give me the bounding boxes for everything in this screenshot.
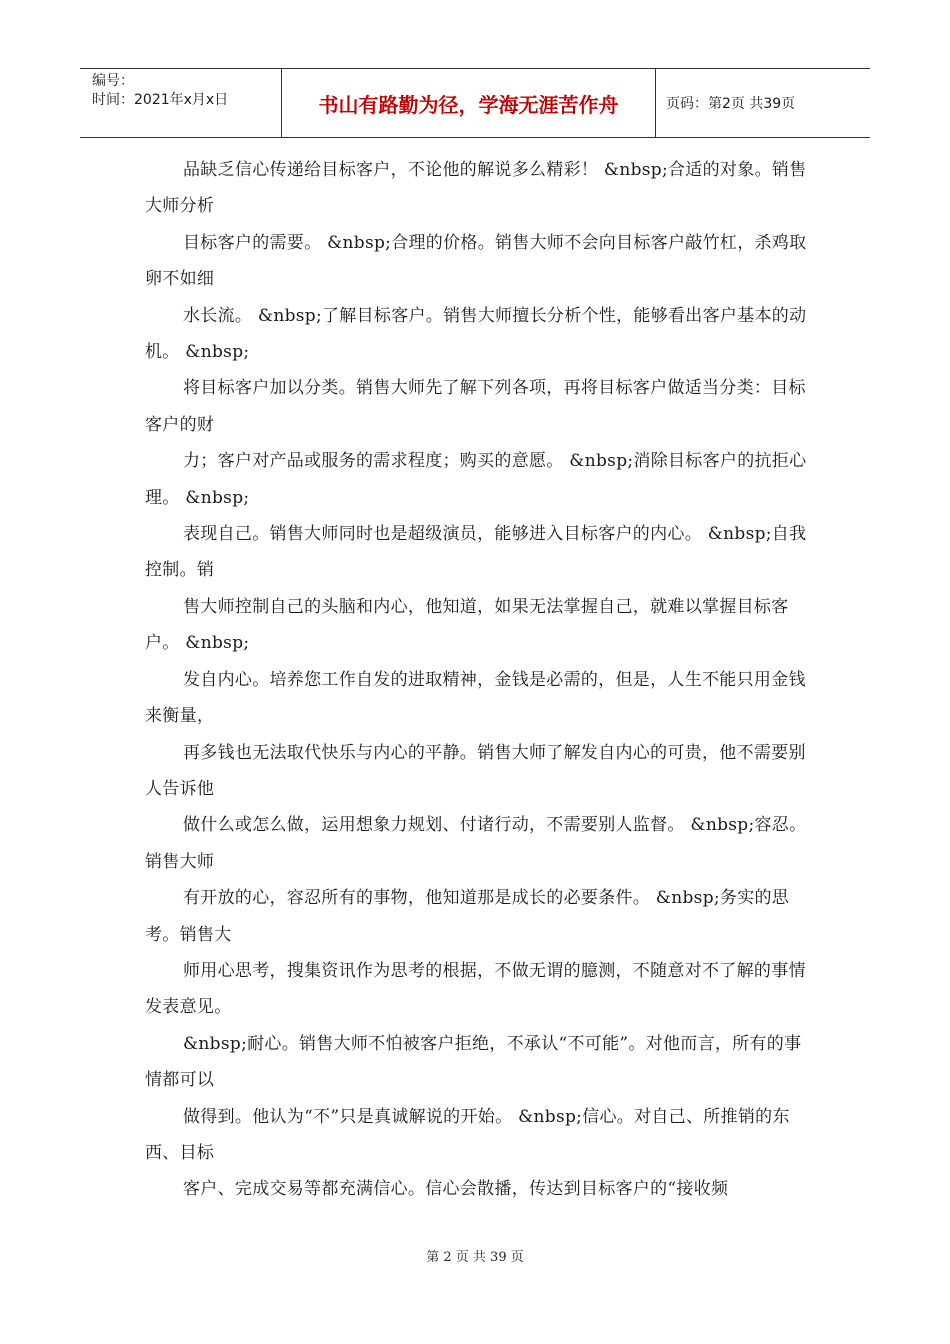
- paragraph: 做得到。他认为“不”只是真诚解说的开始。 &nbsp;信心。对自己、所推销的东西、目标: [145, 1106, 790, 1163]
- page-header: [80, 68, 870, 138]
- number-label: 编号：: [92, 73, 134, 89]
- header-motto: 书山有路勤为径，学海无涯苦作舟: [282, 69, 656, 137]
- paragraph: 有开放的心，容忍所有的事物，他知道那是成长的必要条件。 &nbsp;务实的思考。销售大: [145, 888, 790, 945]
- page-footer: 第 2 页 共 39 页: [426, 1250, 524, 1265]
- header-meta: [80, 69, 282, 137]
- paragraph: 品缺乏信心传递给目标客户，不论他的解说多么精彩！ &nbsp;合适的对象。销售大师分析: [145, 160, 807, 217]
- paragraph: 客户、完成交易等都充满信心。信心会散播，传达到目标客户的“接收频: [183, 1179, 729, 1200]
- paragraph: 将目标客户加以分类。销售大师先了解下列各项，再将目标客户做适当分类：目标客户的财: [145, 378, 806, 435]
- date-label: 时间：2021年x月x日: [92, 92, 229, 108]
- paragraph: 发自内心。培养您工作自发的进取精神，金钱是必需的，但是，人生不能只用金钱来衡量，: [145, 669, 806, 727]
- paragraph: 售大师控制自己的头脑和内心，他知道，如果无法掌握自己，就难以掌握目标客户。 &nbsp;: [145, 596, 789, 654]
- paragraph: 做什么或怎么做，运用想象力规划、付诸行动，不需要别人监督。 &nbsp;容忍。销售大师: [145, 815, 807, 872]
- paragraph: 水长流。 &nbsp;了解目标客户。销售大师擅长分析个性，能够看出客户基本的动机。 &nbsp;: [145, 305, 807, 363]
- paragraph: 力；客户对产品或服务的需求程度；购买的意愿。 &nbsp;消除目标客户的抗拒心理。 &nbsp;: [145, 451, 807, 508]
- paragraph: 师用心思考，搜集资讯作为思考的根据，不做无谓的臆测，不随意对不了解的事情发表意见。: [145, 960, 806, 1018]
- document-body: [145, 152, 815, 1208]
- paragraph: 目标客户的需要。 &nbsp;合理的价格。销售大师不会向目标客户敲竹杠，杀鸡取卵不如细: [145, 232, 807, 290]
- paragraph: &nbsp;耐心。销售大师不怕被客户拒绝，不承认“不可能”。对他而言，所有的事情都可以: [145, 1033, 802, 1091]
- paragraph: 再多钱也无法取代快乐与内心的平静。销售大师了解发自内心的可贵，他不需要别人告诉他: [145, 742, 806, 799]
- header-page-info: 页码：第2页 共39页: [666, 96, 796, 112]
- paragraph: 表现自己。销售大师同时也是超级演员，能够进入目标客户的内心。 &nbsp;自我控制。销: [145, 524, 807, 581]
